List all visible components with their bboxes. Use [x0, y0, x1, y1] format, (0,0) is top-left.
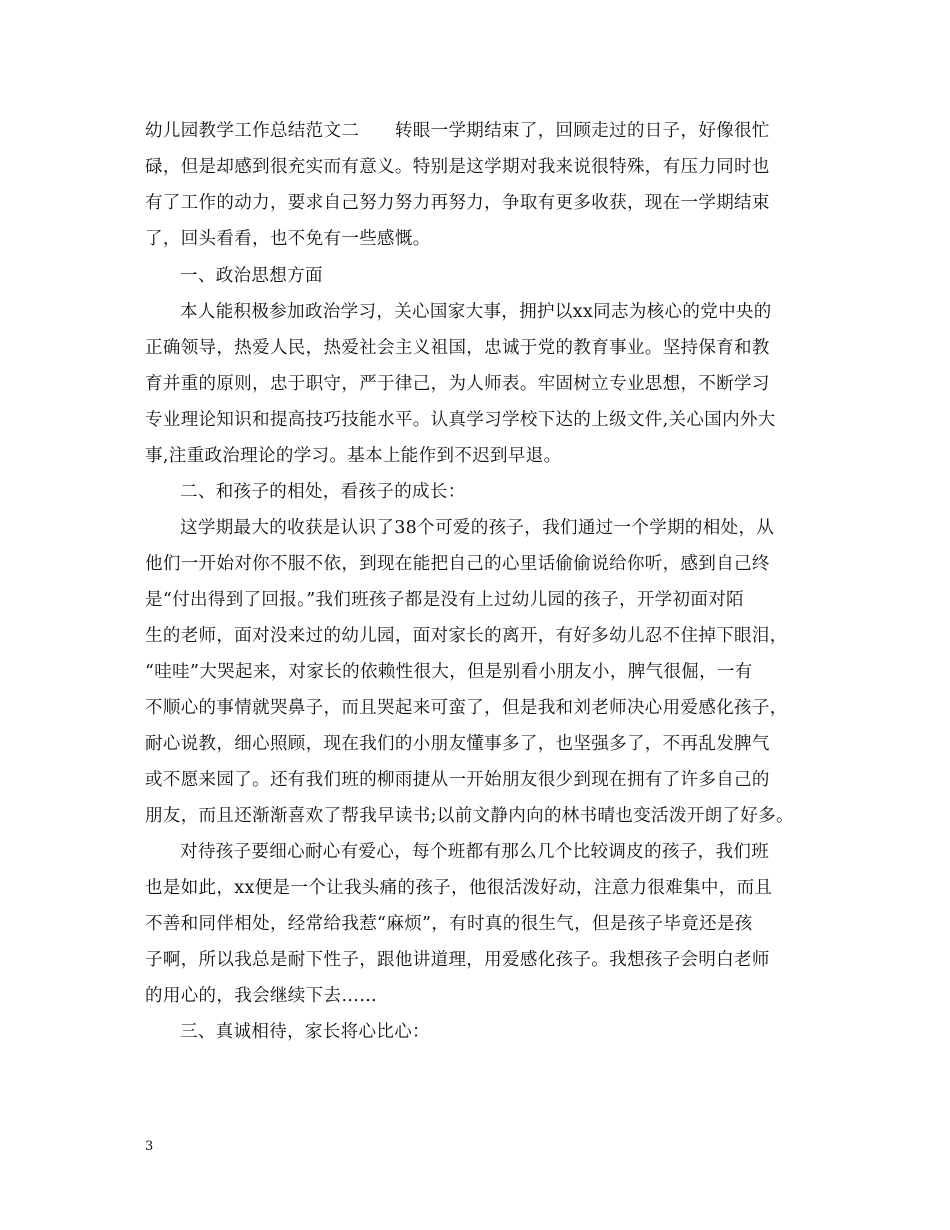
text-line-24: 子啊，所以我总是耐下性子，跟他讲道理，用爱感化孩子。我想孩子会明白老师 [145, 950, 770, 970]
text-line-22: 也是如此，xx便是一个让我头痛的孩子，他很活泼好动，注意力很难集中，而且 [145, 878, 773, 898]
section-heading-3: 三、真诚相待，家长将心比心： [180, 1022, 430, 1042]
text-line-19: 或不愿来园了。还有我们班的柳雨捷从一开始朋友很少到现在拥有了许多自己的 [145, 770, 770, 790]
text-line-3: 有了工作的动力，要求自己努力努力再努力，争取有更多收获，现在一学期结束 [145, 193, 770, 213]
text-line-12: 这学期最大的收获是认识了38个可爱的孩子，我们通过一个学期的相处，从 [180, 518, 775, 538]
section-heading-2: 二、和孩子的相处，看孩子的成长： [180, 482, 466, 502]
text-line-18: 耐心说教，细心照顾，现在我们的小朋友懂事多了，也坚强多了，不再乱发脾气 [145, 734, 770, 754]
text-line-16: “哇哇”大哭起来，对家长的依赖性很大，但是别看小朋友小，脾气很倔，一有 [145, 662, 753, 682]
text-line-23: 不善和同伴相处，经常给我惹“麻烦”，有时真的很生气，但是孩子毕竟还是孩 [145, 914, 753, 934]
text-line-7: 正确领导，热爱人民，热爱社会主义祖国，忠诚于党的教育事业。坚持保育和教 [145, 338, 770, 358]
text-line-2: 碌，但是却感到很充实而有意义。特别是这学期对我来说很特殊，有压力同时也 [145, 157, 770, 177]
text-line-15: 生的老师，面对没来过的幼儿园，面对家长的离开，有好多幼儿忍不住掉下眼泪， [145, 626, 788, 646]
text-line-6: 本人能积极参加政治学习，关心国家大事，拥护以xx同志为核心的党中央的 [180, 302, 772, 322]
text-line-1: 幼儿园教学工作总结范文二 转眼一学期结束了，回顾走过的日子，好像很忙 [145, 121, 770, 141]
page-number: 3 [145, 1139, 154, 1154]
section-heading-1: 一、政治思想方面 [180, 266, 323, 286]
text-line-8: 育并重的原则，忠于职守，严于律己，为人师表。牢固树立专业思想，不断学习 [145, 374, 770, 394]
text-line-9: 专业理论知识和提高技巧技能水平。认真学习学校下达的上级文件,关心国内外大 [145, 410, 776, 430]
text-line-20: 朋友，而且还渐渐喜欢了帮我早读书;以前文静内向的林书晴也变活泼开朗了好多。 [145, 806, 794, 826]
text-line-14: 是“付出得到了回报。”我们班孩子都是没有上过幼儿园的孩子，开学初面对陌 [145, 590, 744, 610]
text-line-21: 对待孩子要细心耐心有爱心，每个班都有那么几个比较调皮的孩子，我们班 [180, 842, 770, 862]
text-line-17: 不顺心的事情就哭鼻子，而且哭起来可蛮了，但是我和刘老师决心用爱感化孩子， [145, 698, 788, 718]
text-line-25: 的用心的，我会继续下去…… [145, 986, 378, 1006]
text-line-13: 他们一开始对你不服不依，到现在能把自己的心里话偷偷说给你听，感到自己终 [145, 554, 770, 574]
text-line-4: 了，回头看看，也不免有一些感慨。 [145, 229, 431, 249]
text-line-10: 事,注重政治理论的学习。基本上能作到不迟到早退。 [145, 446, 562, 466]
